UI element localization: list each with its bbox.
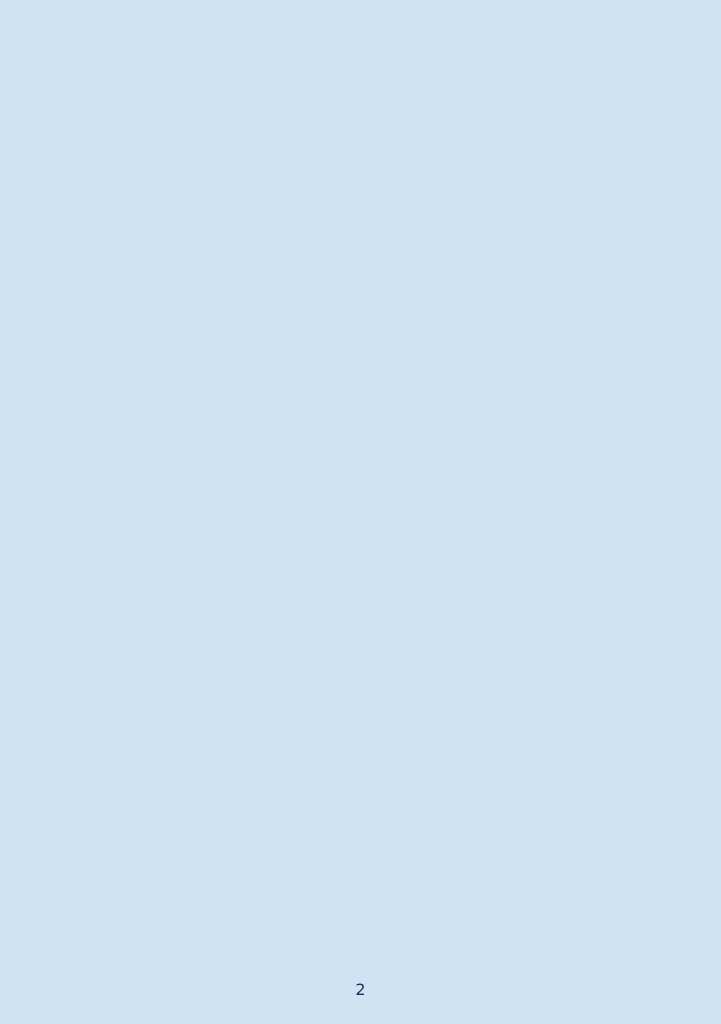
page-number: 2	[355, 980, 366, 999]
